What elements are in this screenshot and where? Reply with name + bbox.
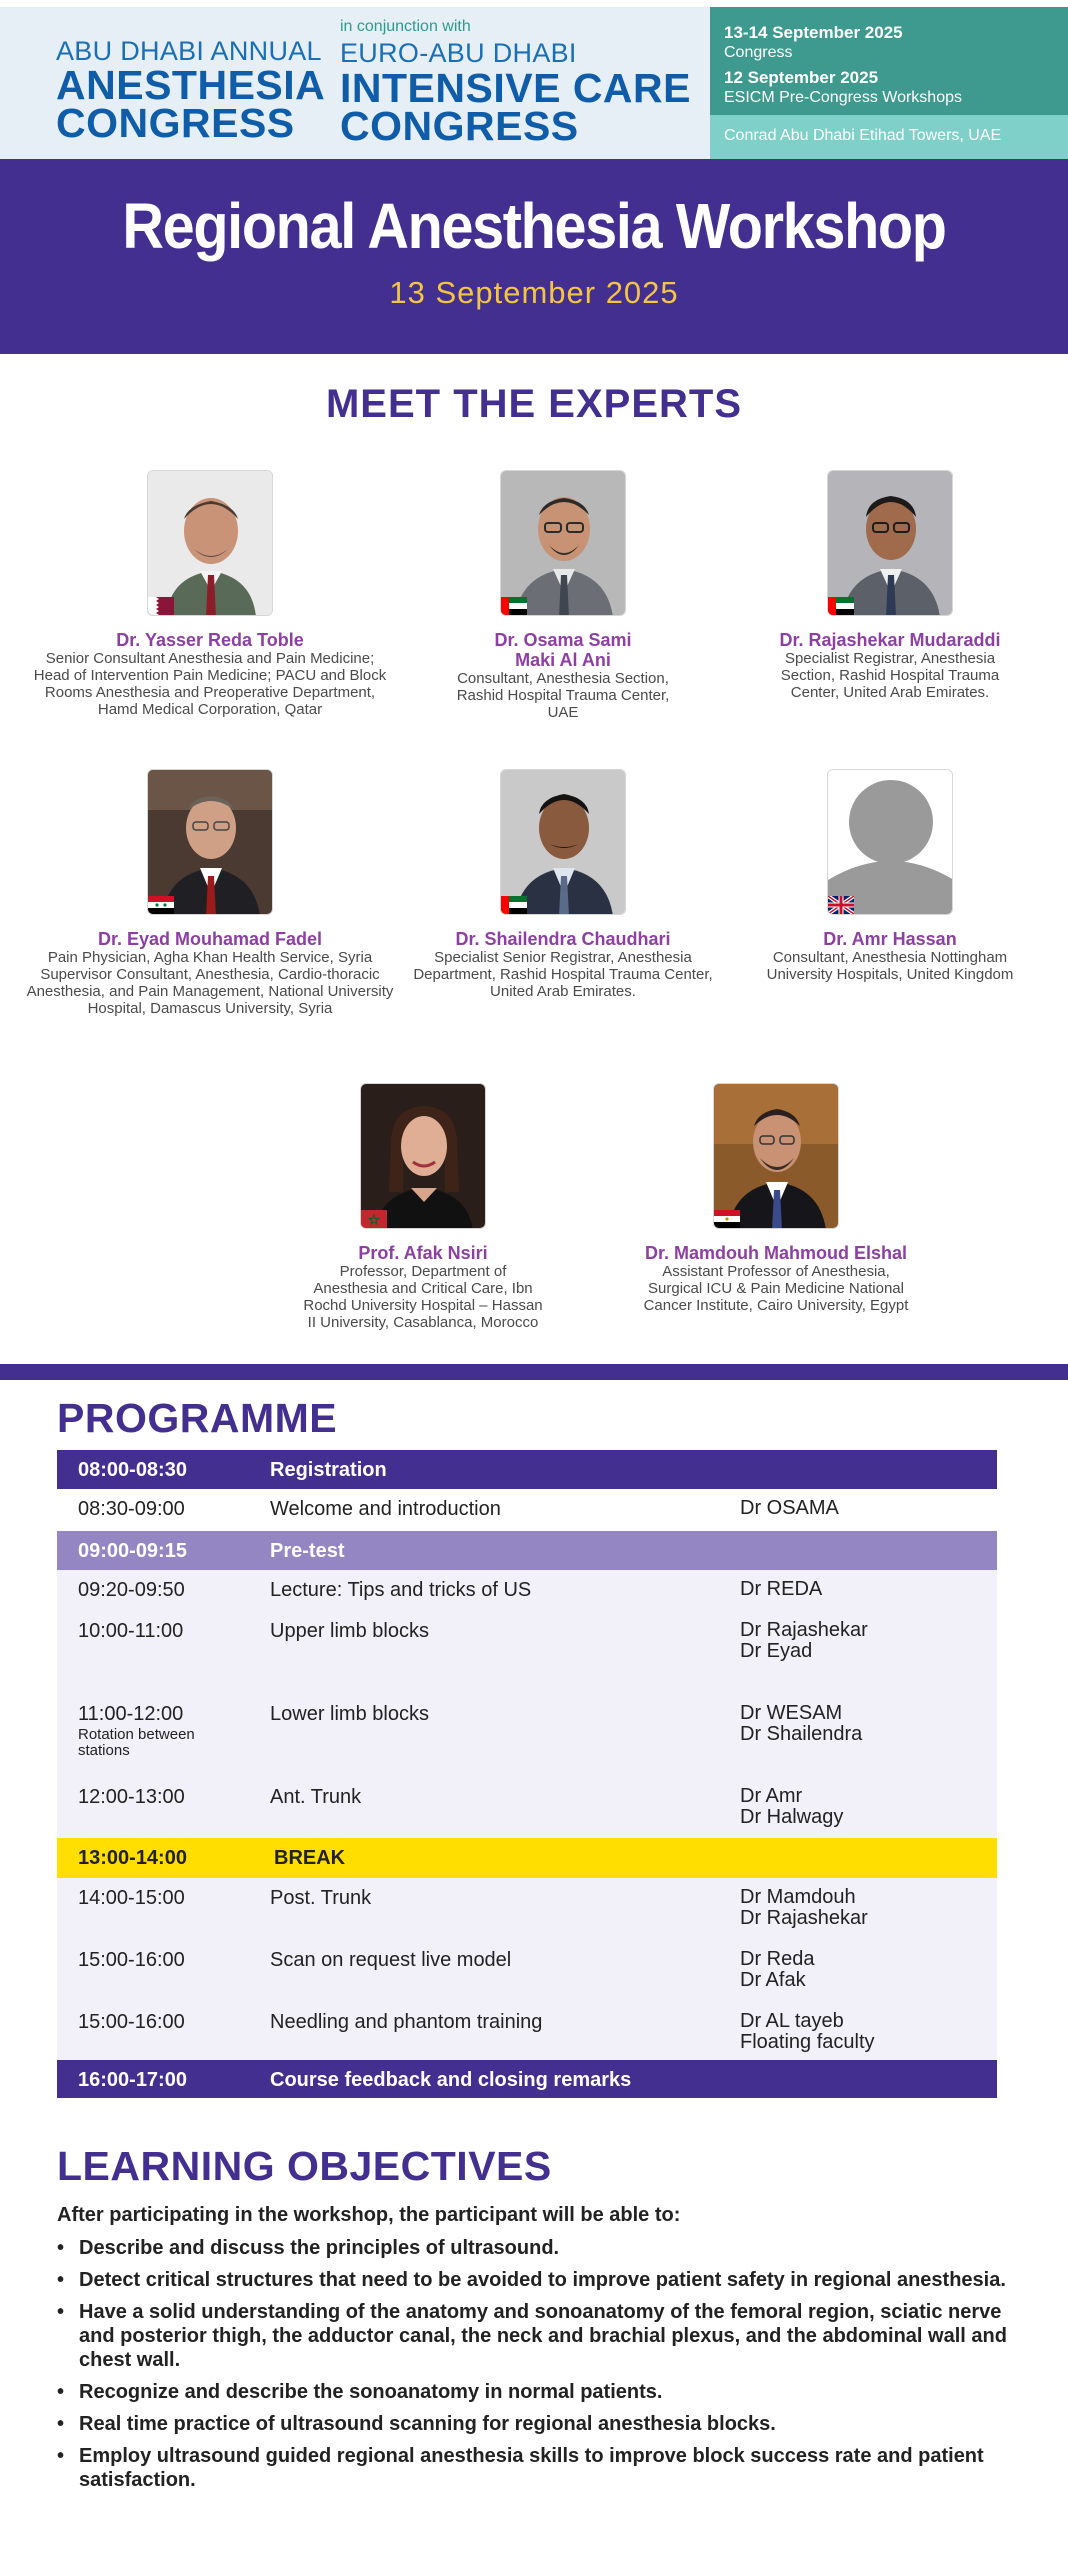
list-item — [57, 2380, 1017, 2404]
portrait-image — [501, 471, 626, 616]
venue: Conrad Abu Dhabi Etihad Towers, UAE — [710, 115, 1068, 159]
portrait-image — [501, 770, 626, 915]
bullet: • — [57, 2413, 65, 2435]
row-speaker: Dr Rajashekar — [740, 1619, 868, 1641]
workshop-title: Regional Anesthesia Workshop — [122, 190, 946, 262]
logo-line-2: ANESTHESIA — [56, 62, 326, 108]
uae-flag-icon — [501, 597, 527, 615]
congress-date: 13-14 September 2025 — [724, 23, 903, 42]
portrait-image — [148, 471, 273, 616]
avatar — [360, 1083, 486, 1229]
row-activity: Needling and phantom training — [270, 2011, 543, 2033]
programme-heading: PROGRAMME — [57, 1395, 338, 1441]
avatar — [147, 470, 273, 616]
logo-line-3: CONGRESS — [340, 103, 579, 149]
avatar — [500, 470, 626, 616]
logo-prefix: in conjunction with — [340, 18, 471, 35]
uae-flag-icon — [828, 597, 854, 615]
table-row — [57, 2002, 997, 2060]
avatar — [827, 769, 953, 915]
expert-name: Dr. Amr Hassan — [823, 929, 957, 949]
row-time: 08:30-09:00 — [78, 1498, 185, 1520]
logo-line-1: ABU DHABI ANNUAL — [56, 36, 322, 66]
row-time: 09:00-09:15 — [78, 1540, 187, 1562]
uae-flag-icon — [501, 896, 527, 914]
row-note: Rotation between stations — [78, 1726, 195, 1759]
expert-name: Dr. Shailendra Chaudhari — [455, 929, 671, 949]
list-item — [57, 2444, 1017, 2492]
table-row — [57, 1940, 997, 2002]
row-time: 10:00-11:00 — [78, 1620, 184, 1642]
expert-name: Dr. Osama Sami Maki Al Ani — [494, 630, 632, 670]
learning-objectives-heading: LEARNING OBJECTIVES — [57, 2143, 552, 2189]
list-item — [57, 2412, 1017, 2436]
logo-line-1: EURO-ABU DHABI — [340, 38, 577, 68]
objectives-intro: After participating in the workshop, the participant will be able to: — [57, 2204, 681, 2226]
expert-name: Prof. Afak Nsiri — [358, 1243, 488, 1263]
table-row — [57, 1489, 997, 1531]
row-time: 16:00-17:00 — [78, 2069, 187, 2091]
row-activity: Scan on request live model — [270, 1949, 512, 1971]
expert-card — [700, 470, 1068, 701]
expert-card — [373, 470, 753, 721]
expert-card — [586, 1083, 966, 1314]
row-time: 12:00-13:00 — [78, 1786, 185, 1808]
avatar — [147, 769, 273, 915]
row-speaker: Dr AL tayeb — [740, 2010, 844, 2032]
logo-line-3: CONGRESS — [56, 100, 295, 146]
row-speaker: Dr Rajashekar — [740, 1907, 868, 1929]
portrait-image — [148, 770, 273, 915]
objective-text: Detect critical structures that need to be avoided to improve patient safety in regional anesthesia. — [79, 2269, 1006, 2291]
expert-card — [20, 769, 400, 1017]
objective-text: Describe and discuss the principles of ultrasound. — [79, 2237, 560, 2259]
row-speaker: Dr WESAM — [740, 1702, 843, 1724]
expert-card — [700, 769, 1068, 983]
anesthesia-congress-logo — [56, 36, 326, 146]
row-speakers — [740, 1887, 868, 1929]
row-speaker: Floating faculty — [740, 2031, 875, 2053]
list-item — [57, 2236, 1017, 2260]
experts-heading: MEET THE EXPERTS — [325, 382, 743, 426]
egypt-flag-icon — [714, 1210, 740, 1228]
avatar — [500, 769, 626, 915]
row-speaker: Dr Eyad — [740, 1640, 813, 1662]
table-row — [57, 1838, 997, 1878]
programme-table — [57, 1450, 997, 2098]
list-item — [57, 2300, 1017, 2372]
row-speakers — [740, 1949, 814, 1991]
table-row — [57, 1694, 997, 1777]
row-activity: Course feedback and closing remarks — [270, 2069, 632, 2091]
row-time: 08:00-08:30 — [78, 1459, 187, 1481]
table-row — [57, 1777, 997, 1838]
bullet: • — [57, 2301, 65, 2323]
intensive-care-congress-logo — [340, 17, 691, 149]
row-speakers — [740, 2011, 875, 2053]
workshop-label: ESICM Pre-Congress Workshops — [724, 89, 962, 106]
expert-role: Professor, Department of Anesthesia and Critical Care, Ibn Rochd University Hospital – Hassan II University, Casablanca, Morocco — [303, 1263, 543, 1331]
objective-text: Employ ultrasound guided regional anesthesia skills to improve block success rate and patient satisfaction. — [79, 2445, 984, 2491]
bullet: • — [57, 2269, 65, 2291]
list-item — [57, 2268, 1017, 2292]
row-speaker: Dr Mamdouh — [740, 1886, 856, 1908]
expert-card — [20, 470, 400, 718]
row-activity: Lecture: Tips and tricks of US — [270, 1579, 532, 1601]
expert-card — [373, 769, 753, 1000]
objective-text: Real time practice of ultrasound scanning for regional anesthesia blocks. — [79, 2413, 776, 2435]
row-speaker: Dr REDA — [740, 1578, 823, 1600]
row-time — [78, 1703, 228, 1759]
syria-flag-icon — [148, 896, 174, 914]
row-activity: Welcome and introduction — [270, 1498, 501, 1520]
row-time: 09:20-09:50 — [78, 1579, 185, 1601]
expert-role: Specialist Registrar, Anesthesia Section, Rashid Hospital Trauma Center, United Arab Emirates. — [780, 650, 1000, 701]
objectives-list — [57, 2236, 1017, 2500]
row-time: 15:00-16:00 — [78, 1949, 185, 1971]
portrait-image — [828, 471, 953, 616]
row-activity: Upper limb blocks — [270, 1620, 429, 1642]
row-activity: Lower limb blocks — [270, 1703, 429, 1725]
row-speakers — [740, 1620, 868, 1662]
row-activity: Ant. Trunk — [270, 1786, 362, 1808]
expert-role: Assistant Professor of Anesthesia, Surgical ICU & Pain Medicine National Cancer Institute, Cairo University, Egypt — [643, 1263, 909, 1314]
row-speakers — [740, 1703, 862, 1745]
qatar-flag-icon — [148, 597, 174, 615]
bullet: • — [57, 2237, 65, 2259]
avatar — [827, 470, 953, 616]
row-activity: BREAK — [274, 1847, 346, 1869]
row-activity: Pre-test — [270, 1540, 345, 1562]
row-speaker: Dr Amr — [740, 1785, 803, 1807]
expert-name: Dr. Rajashekar Mudaraddi — [779, 630, 1001, 650]
expert-role: Specialist Senior Registrar, Anesthesia Department, Rashid Hospital Trauma Center, United Arab Emirates. — [413, 949, 713, 1000]
expert-name: Dr. Mamdouh Mahmoud Elshal — [644, 1243, 908, 1263]
workshop-banner — [0, 159, 1068, 354]
row-time-value: 11:00-12:00 — [78, 1703, 184, 1725]
congress-label: Congress — [724, 44, 793, 61]
expert-name: Dr. Yasser Reda Toble — [116, 630, 304, 650]
expert-role: Consultant, Anesthesia Section, Rashid Hospital Trauma Center, UAE — [456, 670, 670, 721]
expert-role: Pain Physician, Agha Khan Health Service, Syria Supervisor Consultant, Anesthesia, Cardio-thoracic Anesthesia, and Pain Management, National University Hospital, Damascus University, Syria — [26, 949, 394, 1017]
row-time: 13:00-14:00 — [78, 1847, 187, 1869]
expert-role: Senior Consultant Anesthesia and Pain Medicine; Head of Intervention Pain Medicine; PACU and Block Rooms Anesthesia and Preoperative Department, Hamd Medical Corporation, Qatar — [33, 650, 387, 718]
table-row — [57, 2060, 997, 2098]
bullet: • — [57, 2445, 65, 2467]
expert-card — [233, 1083, 613, 1331]
expert-name: Dr. Eyad Mouhamad Fadel — [97, 929, 323, 949]
row-speaker: Dr OSAMA — [740, 1497, 839, 1519]
row-speaker: Dr Shailendra — [740, 1723, 863, 1745]
workshop-date: 13 September 2025 — [389, 275, 679, 310]
uk-flag-icon — [828, 896, 854, 914]
section-divider — [0, 1364, 1068, 1380]
row-time: 14:00-15:00 — [78, 1887, 185, 1909]
row-speaker: Dr Halwagy — [740, 1806, 844, 1828]
portrait-image — [714, 1084, 839, 1229]
row-activity: Registration — [270, 1459, 387, 1481]
bullet: • — [57, 2381, 65, 2403]
table-row — [57, 1450, 997, 1489]
event-dates-box — [710, 7, 1068, 115]
row-time: 15:00-16:00 — [78, 2011, 185, 2033]
objective-text: Recognize and describe the sonoanatomy in normal patients. — [79, 2381, 663, 2403]
logo-line-2: INTENSIVE CARE — [340, 65, 691, 111]
row-speaker: Dr Reda — [740, 1948, 815, 1970]
table-row — [57, 1531, 997, 1570]
row-speaker: Dr Afak — [740, 1969, 806, 1991]
placeholder-avatar-icon — [828, 770, 953, 915]
table-row — [57, 1611, 997, 1694]
table-row — [57, 1878, 997, 1940]
table-row — [57, 1570, 997, 1611]
workshop-date: 12 September 2025 — [724, 68, 879, 87]
row-activity: Post. Trunk — [270, 1887, 372, 1909]
row-speakers — [740, 1786, 843, 1828]
morocco-flag-icon — [361, 1210, 387, 1228]
objective-text: Have a solid understanding of the anatomy and sonoanatomy of the femoral region, sciatic nerve and posterior thigh, the adductor canal, the neck and brachial plexus, and the abdominal wall and chest wall. — [79, 2301, 1007, 2371]
expert-role: Consultant, Anesthesia Nottingham University Hospitals, United Kingdom — [766, 949, 1014, 983]
portrait-image — [361, 1084, 486, 1229]
avatar — [713, 1083, 839, 1229]
